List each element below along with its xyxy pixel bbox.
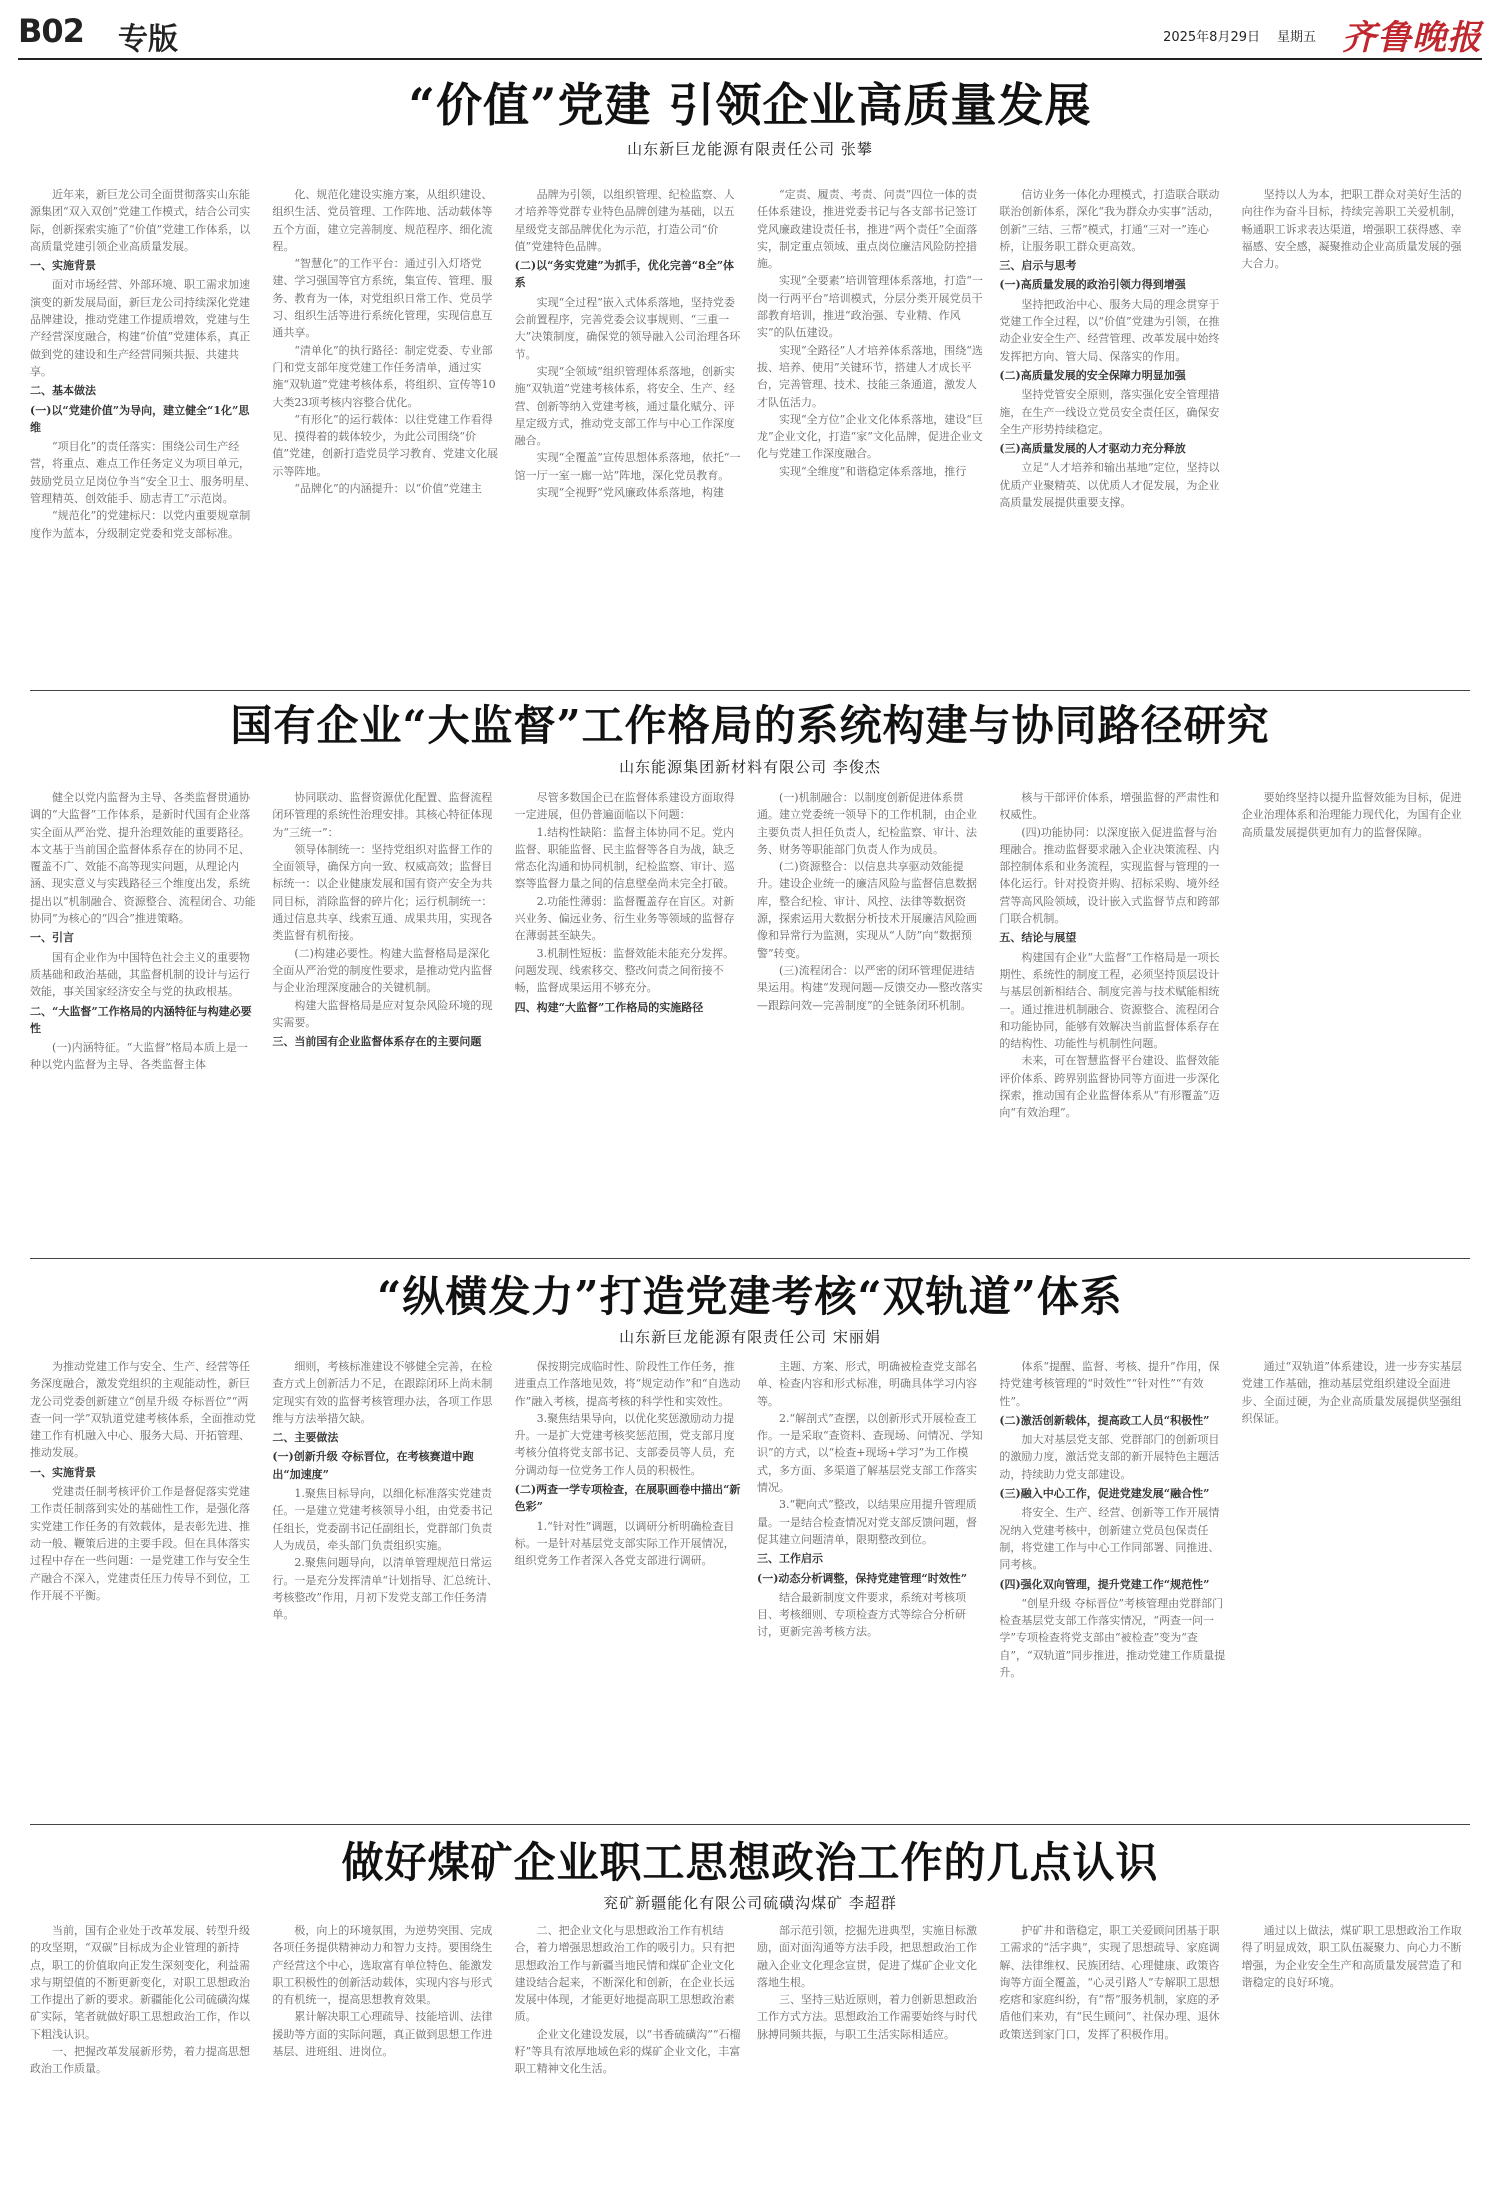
page-number: B02: [18, 12, 84, 50]
divider-1: [30, 690, 1470, 691]
article-3-subhead-1: 一、实施背景: [30, 1465, 96, 1479]
article-3: [30, 1262, 1470, 1822]
newspaper-logo: 齐鲁晚报: [1342, 18, 1482, 58]
article-3-subhead-3: (一)创新升级 夺标晋位，在考核赛道中跑出“加速度”: [272, 1450, 474, 1481]
article-3-col-3: 保按期完成临时性、阶段性工作任务，推进重点工作落地见效，将“规定动作”和“自选动作”融入考核，提高考核的科学性和实效性。 3.聚焦结果导向，以优化奖惩激励动力提升。一是扩大党建考核奖惩范围，党支部月度考核分值将党支部书记、支部委员等人员，充分调动每一位党务工作人员的积极性。 (二)两查一学专项检查，在展职画卷中描出“新色彩” 1.“针对性”调题，以调研分析明确检查目标。一是针对基层党支部实际工作开展情况，组织党务工作者深入各党支部进行调研。: [515, 1358, 743, 1818]
divider-3: [30, 1824, 1470, 1825]
article-1-subhead-7: (二)高质量发展的安全保障力明显加强: [999, 368, 1186, 382]
article-3-subhead-6: (一)动态分析调整，保持党建管理“时效性”: [756, 1571, 968, 1585]
article-1-col-1: 近年来，新巨龙公司全面贯彻落实山东能源集团“双入双创”党建工作模式，结合公司实际，创新探索实施了“价值”党建工作体系，以高质量党建引领企业高质量发展。 一、实施背景 面对市场经营、外部环境、职工需求加速演变的新发展局面，新巨龙公司持续深化党建品牌建设，推动党建工作提质增效，党建与生产经营深度融合，构建“价值”党建体系，真正做到党的建设和生产经营同频共振、共建共享。 二、基本做法 (一)以“党建价值”为导向，建立健全“1化”思维 “项目化”的责任落实：围绕公司生产经营，将重点、难点工作任务定义为项目单元，鼓励党员立足岗位争当“安全卫士、服务明星、管理精英、创效能手、励志青工”示范岗。 “规范化”的党建标尺：以党内重要规章制度作为蓝本，分级制定党委和党支部标准。: [30, 186, 258, 681]
article-3-subhead-8: (三)融入中心工作，促进党建发展“融合性”: [999, 1487, 1210, 1501]
article-2-col-1: 健全以党内监督为主导、各类监督贯通协调的“大监督”工作体系，是新时代国有企业落实全面从严治党、提升治理效能的重要路径。本文基于当前国企监督体系存在的协同不足、覆盖不广、效能不高等现实问题，从理论内涵、现实意义与实践路径三个维度出发，系统提出以“机制融合、资源整合、流程闭合、功能协同”为核心的“四合”推进策略。 一、引言 国有企业作为中国特色社会主义的重要物质基础和政治基础，其监督机制的设计与运行效能，事关国家经济安全与党的执政根基。 二、“大监督”工作格局的内涵特征与构建必要性 (一)内涵特征。“大监督”格局本质上是一种以党内监督为主导、各类监督主体: [30, 789, 258, 1249]
article-3-subhead-5: 三、工作启示: [756, 1552, 823, 1566]
article-2-headline: 国有企业“大监督”工作格局的系统构建与协同路径研究: [230, 701, 1270, 750]
article-1-headline: “价值”党建 引领企业高质量发展: [408, 78, 1092, 132]
article-2-subhead-2: 二、“大监督”工作格局的内涵特征与构建必要性: [30, 1004, 252, 1035]
article-1-byline: 山东新巨龙能源有限责任公司 张攀: [627, 140, 873, 158]
article-2-subhead-3: 三、当前国有企业监督体系存在的主要问题: [272, 1035, 482, 1049]
article-3-col-2: 细则，考核标准建设不够健全完善，在检查方式上创新活力不足，在跟踪闭环上尚未制定现实有效的监督考核管理办法，各项工作思维与方法举措欠缺。 二、主要做法 (一)创新升级 夺标晋位，在考核赛道中跑出“加速度” 1.聚焦目标导向，以细化标准落实党建责任。一是建立党建考核领导小组，由党委书记任组长，党委副书记任副组长，党群部门负责人为成员，牵头部门负责组织实施。 2.聚焦问题导向，以清单管理规范日常运行。一是充分发挥清单“计划指导、汇总统计、考核整改”作用，月初下发党支部工作任务清单。: [272, 1358, 500, 1818]
article-3-subhead-7: (二)激活创新载体，提高政工人员“积极性”: [999, 1413, 1210, 1427]
article-3-subhead-9: (四)强化双向管理，提升党建工作“规范性”: [999, 1577, 1210, 1591]
article-2-subhead-5: 五、结论与展望: [999, 931, 1077, 945]
article-4-col-3: 二、把企业文化与思想政治工作有机结合，着力增强思想政治工作的吸引力。只有把思想政治工作与新疆当地民情和煤矿企业文化建设结合起来，不断深化和创新，在企业长远发展中体现，才能更好地提高职工思想政治素质。 企业文化建设发展，以“书香硫磺沟”“石榴籽”等具有浓厚地域色彩的煤矿企业文化，丰富职工精神文化生活。: [514, 1924, 741, 2076]
article-3-columns: [30, 1358, 1470, 1818]
article-1-columns: [30, 186, 1470, 681]
article-1-subhead-2: 二、基本做法: [30, 384, 96, 398]
article-4-col-6: 通过以上做法，煤矿职工思想政治工作取得了明显成效，职工队伍凝聚力、向心力不断增强，为企业安全生产和高质量发展营造了和谐稳定的良好环境。: [1241, 1924, 1462, 1989]
article-1-subhead-6: (一)高质量发展的政治引领力得到增强: [999, 278, 1186, 292]
divider-2: [30, 1258, 1470, 1259]
article-2-subhead-1: 一、引言: [30, 931, 74, 945]
article-3-subhead-4: (二)两查一学专项检查，在展职画卷中描出“新色彩”: [514, 1483, 741, 1514]
article-2-col-2: 协同联动、监督资源优化配置、监督流程闭环管理的系统性治理安排。其核心特征体现为“三统一”： 领导体制统一：坚持党组织对监督工作的全面领导，确保方向一致、权威高效；监督目标统一：以企业健康发展和国有资产安全为共同目标，消除监督的碎片化；运行机制统一：通过信息共享、线索互通、成果共用，实现各类监督有机衔接。 (二)构建必要性。构建大监督格局是深化全面从严治党的制度性要求，是推动党内监督与企业治理深度融合的关键机制。 构建大监督格局是应对复杂风险环境的现实需要。 三、当前国有企业监督体系存在的主要问题: [272, 789, 500, 1249]
article-1-subhead-1: 一、实施背景: [30, 259, 96, 273]
article-4-col-1: 当前，国有企业处于改革发展、转型升级的攻坚期，“双碳”目标成为企业管理的新持点，职工的价值取向正发生深刻变化，利益需求与期望值的不断更新变化，对职工思想政治工作提出了新的要求。新疆能化公司硫磺沟煤矿实际，笔者就做好职工思想政治工作，作以下粗浅认识。 一、把握改革发展新形势，着力提高思想政治工作质量。: [30, 1924, 250, 2076]
article-3-byline: 山东新巨龙能源有限责任公司 宋丽娟: [619, 1328, 881, 1346]
article-3-headline: “纵横发力”打造党建考核“双轨道”体系: [377, 1272, 1123, 1321]
article-3-col-4: 主题、方案、形式，明确被检查党支部名单、检查内容和形式标准，明确具体学习内容等。 2.“解剖式”查摆，以创新形式开展检查工作。一是采取“查资料、查现场、问情况、学知识”的方式，以“检查+现场+学习”为工作模式，多方面、多渠道了解基层党支部工作落实情况。 3.“靶向式”整改，以结果应用提升管理质量。一是结合检查情况对党支部反馈问题，督促其建立问题清单，限期整改到位。 三、工作启示 (一)动态分析调整，保持党建管理“时效性” 结合最新制度文件要求，系统对考核项目、考核细则、专项检查方式等综合分析研讨，更新完善考核方法。: [757, 1358, 985, 1818]
section-title: 专版: [118, 22, 178, 57]
article-1-subhead-8: (三)高质量发展的人才驱动力充分释放: [999, 442, 1186, 456]
issue-date: 2025年8月29日: [1163, 30, 1260, 45]
masthead: [18, 8, 1482, 60]
article-2-subhead-4: 四、构建“大监督”工作格局的实施路径: [514, 1000, 704, 1014]
article-2-col-4: (一)机制融合：以制度创新促进体系贯通。建立党委统一领导下的工作机制，由企业主要负责人担任负责人，纪检监察、审计、法务、财务等职能部门负责人作为成员。 (二)资源整合：以信息共享驱动效能提升。建设企业统一的廉洁风险与监督信息数据库，整合纪检、审计、风控、法律等数据资源，探索运用大数据分析技术开展廉洁风险画像和异常行为监测，实现从“人防”向“数据预警”转变。 (三)流程闭合：以严密的闭环管理促进结果运用。构建“发现问题—反馈交办—整改落实—跟踪问效—完善制度”的全链条闭环机制。: [756, 791, 983, 1012]
article-2-col-3: 尽管多数国企已在监督体系建设方面取得一定进展，但仍普遍面临以下问题： 1.结构性缺陷：监督主体协同不足。党内监督、职能监督、民主监督等各自为战，缺乏常态化沟通和协同机制，纪检监察、审计、巡察等监督力量之间的信息壁垒尚未完全打破。 2.功能性薄弱：监督覆盖存在盲区。对新兴业务、偏远业务、衍生业务等领域的监督存在薄弱甚至缺失。 3.机制性短板：监督效能未能充分发挥。问题发现、线索移交、整改问责之间衔接不畅，监督成果运用不够充分。 四、构建“大监督”工作格局的实施路径: [515, 789, 743, 1249]
article-3-subhead-2: 二、主要做法: [272, 1431, 339, 1445]
article-3-col-6: 通过“双轨道”体系建设，进一步夯实基层党建工作基础，推动基层党组织建设全面进步、全面过硬，为企业高质量发展提供坚强组织保证。: [1241, 1360, 1462, 1425]
article-2: [30, 694, 1470, 1254]
article-1-col-5: 信访业务一体化办理模式，打造联合联动联治创新体系，深化“我为群众办实事”活动，创新“三结、三帮”模式，打通“三对一”连心桥，让服务职工群众更高效。 三、启示与思考 (一)高质量发展的政治引领力得到增强 坚持把政治中心、服务大局的理念贯穿于党建工作全过程，以“价值”党建为引领，在推动企业安全生产、经营管理、改革发展中始终发挥把方向、管大局、保落实的作用。 (二)高质量发展的安全保障力明显加强 坚持党管安全原则，落实强化安全管理措施，在生产一线设立党员安全责任区，确保安全生产形势持续稳定。 (三)高质量发展的人才驱动力充分释放 立足“人才培养和输出基地”定位，坚持以优质产业聚精英、以优质人才促发展，为企业高质量发展提供重要支撑。: [999, 186, 1227, 681]
article-1-subhead-4: (二)以“务实党建”为抓手，优化完善“8全”体系: [514, 259, 735, 290]
article-2-col-5: 核与干部评价体系，增强监督的严肃性和权威性。 (四)功能协同：以深度嵌入促进监督与治理融合。推动监督要求融入企业决策流程、内部控制体系和业务流程，实现监督与管理的一体化运行。针对投资并购、招标采购、境外经营等高风险领域，设计嵌入式监督节点和跨部门联合机制。 五、结论与展望 构建国有企业“大监督”工作格局是一项长期性、系统性的制度工程，必须坚持顶层设计与基层创新相结合、制度完善与技术赋能相统一。通过推进机制融合、资源整合、流程闭合和功能协同，能够有效解决当前监督体系存在的结构性、功能性与机制性问题。 未来，可在智慧监督平台建设、监督效能评价体系、跨界别监督协同等方面进一步深化探索，推动国有企业监督体系从“有形覆盖”迈向“有效治理”。: [999, 789, 1227, 1249]
article-1-col-6: 坚持以人为本，把职工群众对美好生活的向往作为奋斗目标，持续完善职工关爱机制，畅通职工诉求表达渠道，增强职工获得感、幸福感、安全感，凝聚推动企业高质量发展的强大合力。: [1241, 188, 1462, 271]
article-1-col-2: 化、规范化建设实施方案，从组织建设、组织生活、党员管理、工作阵地、活动载体等五个方面，建立完善制度、规范程序、细化流程。 “智慧化”的工作平台：通过引入灯塔党建、学习强国等官方系统，集宣传、管理、服务、教育为一体，对党组织日常工作、党员学习、组织生活等进行系统化管理，实现信息互通共享。 “清单化”的执行路径：制定党委、专业部门和党支部年度党建工作任务清单，通过实施“双轨道”党建考核体系，将组织、宣传等10大类23项考核内容整合优化。 “有形化”的运行载体：以往党建工作看得见、摸得着的载体较少，为此公司围绕“价值”党建，创新打造党员学习教育、党建文化展示等阵地。 “品牌化”的内涵提升：以“价值”党建主: [272, 188, 498, 496]
article-4-columns: [30, 1922, 1470, 2197]
issue-weekday: 星期五: [1276, 30, 1316, 45]
article-2-byline: 山东能源集团新材料有限公司 李俊杰: [619, 758, 881, 776]
article-4: [30, 1828, 1470, 2200]
article-1-subhead-3: (一)以“党建价值”为导向，建立健全“1化”思维: [30, 403, 250, 434]
article-3-col-5: 体系“提醒、监督、考核、提升”作用，保持党建考核管理的“时效性”“针对性”“有效性”。 (二)激活创新载体，提高政工人员“积极性” 加大对基层党支部、党群部门的创新项目的激励力度，激活党支部的新开展特色主题活动，持续助力党支部建设。 (三)融入中心工作，促进党建发展“融合性” 将安全、生产、经营、创新等工作开展情况纳入党建考核中，创新建立党员包保责任制，将党建工作与中心工作同部署、同推进、同考核。 (四)强化双向管理，提升党建工作“规范性” “创星升级 夺标晋位”考核管理由党群部门检查基层党支部工作落实情况，“两查一问一学”专项检查将党支部由“被检查”变为“查自”，“双轨道”同步推进，推动党建工作质量提升。: [999, 1358, 1227, 1818]
article-3-col-1: 为推动党建工作与安全、生产、经营等任务深度融合，激发党组织的主观能动性，新巨龙公司党委创新建立“创星升级 夺标晋位”“两查一问一学”双轨道党建考核体系，全面推动党建工作有机融入中心、服务大局、开拓管理、推动发展。 一、实施背景 党建责任制考核评价工作是督促落实党建工作责任制落到实处的基础性工作，是强化落实党建工作任务的有效载体，是表彰先进、推动一般、鞭策后进的主要手段。但在具体落实过程中存在一些问题：一是党建工作与安全生产融合不深入，党建责任压力传导不到位，工作开展不平衡。: [30, 1358, 258, 1818]
article-4-col-5: 护矿井和谐稳定，职工关爱顾问团基于职工需求的“活字典”，实现了思想疏导、家庭调解、法律维权、民族团结、心理健康、政策咨询等方面全覆盖，“心灵引路人”专解职工思想疙瘩和家庭纠纷，有“帮”服务机制，家庭的矛盾他们来劝，有“民生顾问”、社保办理、退休政策送到家门口，发挥了积极作用。: [999, 1924, 1220, 2041]
article-1-subhead-5: 三、启示与思考: [999, 259, 1077, 273]
article-1-col-3: 品牌为引领，以组织管理、纪检监察、人才培养等党群专业特色品牌创建为基础，以五星级党支部品牌优化为示范，打造公司“价值”党建特色品牌。 (二)以“务实党建”为抓手，优化完善“8全”体系 实现“全过程”嵌入式体系落地，坚持党委会前置程序，完善党委会议事规则、“三重一大”决策制度，确保党的领导融入公司治理各环节。 实现“全领域”组织管理体系落地，创新实施“双轨道”党建考核体系，将安全、生产、经营、创新等纳入党建考核，通过量化赋分、评星定级方式，推动党支部工作与中心工作深度融合。 实现“全覆盖”宣传思想体系落地，依托“一馆一厅一室一廊一站”阵地，深化党员教育。 实现“全视野”党风廉政体系落地，构建: [515, 186, 743, 681]
article-2-columns: [30, 789, 1470, 1249]
article-4-headline: 做好煤矿企业职工思想政治工作的几点认识: [341, 1838, 1159, 1887]
article-4-col-2: 极，向上的环境氛围，为逆势突围、完成各项任务提供精神动力和智力支持。要围绕生产经营这个中心，选取富有单位特色、能激发职工积极性的创新活动载体，实现内容与形式的有机统一，提高思想教育效果。 累计解决职工心理疏导、技能培训、法律援助等方面的实际问题，真正做到思想工作进基层、进班组、进岗位。: [272, 1924, 493, 2059]
article-4-col-4: 部示范引领，挖掘先进典型，实施目标激励，面对面沟通等方法手段，把思想政治工作融入企业文化理念宣贯，促进了煤矿企业文化落地生根。 三、坚持三贴近原则，着力创新思想政治工作方式方法。思想政治工作需要始终与时代脉搏同频共振，与职工生活实际相适应。: [756, 1924, 977, 2041]
article-4-byline: 兖矿新疆能化有限公司硫磺沟煤矿 李超群: [603, 1894, 897, 1912]
article-2-col-6: 要始终坚持以提升监督效能为目标，促进企业治理体系和治理能力现代化，为国有企业高质量发展提供更加有力的监督保障。: [1241, 791, 1462, 839]
article-1: [30, 66, 1470, 686]
article-1-col-4: “定责、履责、考责、问责”四位一体的责任体系建设，推进党委书记与各支部书记签订党风廉政建设责任书，推进“两个责任”全面落实，制定重点领域、重点岗位廉洁风险防控措施。 实现“全要素”培训管理体系落地，打造“一岗一行两平台”培训模式，分层分类开展党员干部教育培训，推进“政治强、专业精、作风实”的队伍建设。 实现“全路径”人才培养体系落地，围绕“选拔、培养、使用”关键环节，搭建人才成长平台，完善管理、技术、技能三条通道，激发人才队伍活力。 实现“全方位”企业文化体系落地，建设“巨龙”企业文化，打造“家”文化品牌，促进企业文化与党建工作深度融合。 实现“全维度”和谐稳定体系落地，推行: [756, 188, 983, 478]
